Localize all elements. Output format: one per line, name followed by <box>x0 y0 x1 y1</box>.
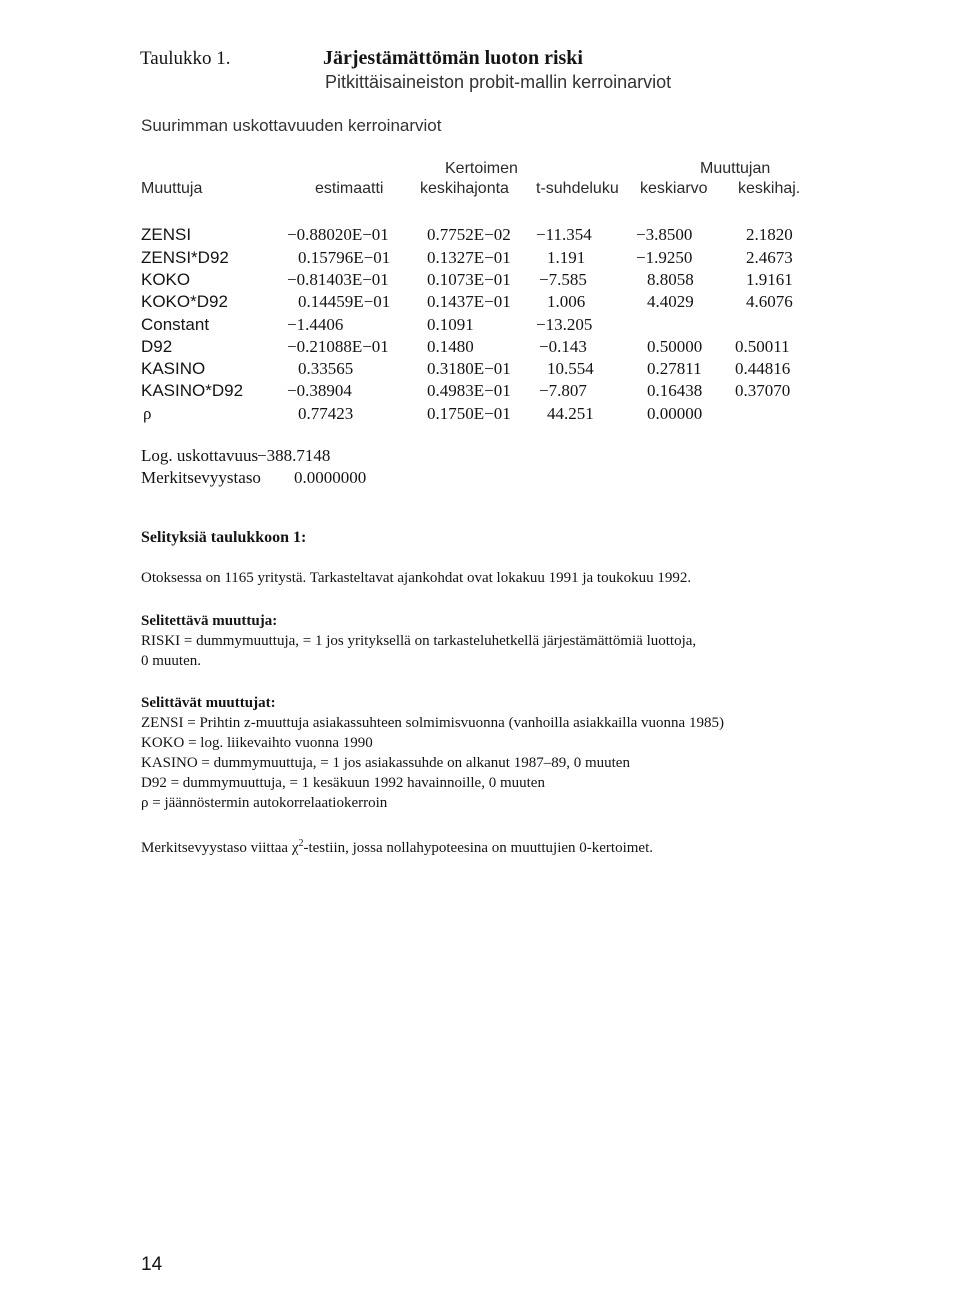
stddev-value: 0.1073E−01 <box>427 270 511 289</box>
col-header-variable: Muuttuja <box>141 180 203 197</box>
estimate-value: −0.21088E−01 <box>287 337 389 356</box>
mean-value: −1.9250 <box>636 248 693 267</box>
col-header-mean: keskiarvo <box>640 180 708 197</box>
page-number: 14 <box>141 1254 163 1275</box>
tstat-value: −13.205 <box>536 315 593 334</box>
mean-value: 8.8058 <box>647 270 694 289</box>
chi-symbol: χ <box>291 840 299 856</box>
sd-value: 2.1820 <box>746 225 793 244</box>
independent-variable-line: ZENSI = Prihtin z-muuttuja asiakassuhteen solmimisvuonna (vanhoilla asiakkailla vuonna 1985) <box>141 715 724 731</box>
tstat-value: 1.191 <box>547 248 586 267</box>
estimate-value: −1.4406 <box>287 315 344 334</box>
col-header-tstat: t-suhdeluku <box>536 180 619 197</box>
tstat-value: −7.807 <box>539 381 587 400</box>
sd-value: 0.44816 <box>735 359 791 378</box>
stddev-value: 0.1091 <box>427 315 474 334</box>
independent-variable-line: KOKO = log. liikevaihto vuonna 1990 <box>141 735 373 751</box>
col-header-sd: keskihaj. <box>738 180 801 197</box>
mean-value: 0.16438 <box>647 381 703 400</box>
estimate-value: 0.15796E−01 <box>298 248 391 267</box>
variable-name: KASINO*D92 <box>141 381 244 400</box>
estimate-value: −0.81403E−01 <box>287 270 389 289</box>
tstat-value: 1.006 <box>547 292 586 311</box>
variable-name: ZENSI <box>141 225 192 244</box>
sd-value: 2.4673 <box>746 248 793 267</box>
independent-variable-line: D92 = dummymuuttuja, = 1 kesäkuun 1992 havainnoille, 0 muuten <box>141 775 545 791</box>
estimate-value: −0.38904 <box>287 381 352 400</box>
significance-value: 0.0000000 <box>294 468 367 487</box>
dependent-variable-line: 0 muuten. <box>141 653 201 669</box>
mean-value: 0.27811 <box>647 359 702 378</box>
table-title: Järjestämättömän luoton riski <box>323 47 583 69</box>
tstat-value: 44.251 <box>547 404 594 423</box>
table-label: Taulukko 1. <box>140 48 231 69</box>
stddev-value: 0.7752E−02 <box>427 225 511 244</box>
independent-variables-heading: Selittävät muuttujat: <box>141 695 276 711</box>
variable-name: KASINO <box>141 359 206 378</box>
mean-value: 0.00000 <box>647 404 703 423</box>
variable-name: KOKO <box>141 270 191 289</box>
stddev-value: 0.1327E−01 <box>427 248 511 267</box>
sd-value: 0.50011 <box>735 337 790 356</box>
sd-value: 0.37070 <box>735 381 791 400</box>
stddev-value: 0.1480 <box>427 337 474 356</box>
estimate-value: 0.77423 <box>298 404 354 423</box>
variable-name: D92 <box>141 337 173 356</box>
variable-name: Constant <box>141 315 210 334</box>
log-likelihood-label: Log. uskottavuus <box>141 446 259 465</box>
variable-name: ρ <box>143 404 152 423</box>
log-likelihood-value: −388.7148 <box>257 446 331 465</box>
tstat-value: −0.143 <box>539 337 587 356</box>
mean-value: 0.50000 <box>647 337 703 356</box>
stddev-value: 0.1750E−01 <box>427 404 511 423</box>
sd-value: 1.9161 <box>746 270 793 289</box>
significance-label: Merkitsevyystaso <box>141 468 261 487</box>
tstat-value: 10.554 <box>547 359 594 378</box>
sd-value: 4.6076 <box>746 292 793 311</box>
group-header-coefficient: Kertoimen <box>445 160 518 177</box>
tstat-value: −7.585 <box>539 270 587 289</box>
section-title: Suurimman uskottavuuden kerroinarviot <box>141 116 442 135</box>
estimate-value: 0.14459E−01 <box>298 292 391 311</box>
estimate-value: 0.33565 <box>298 359 354 378</box>
chi-superscript: 2 <box>298 838 304 849</box>
sample-description: Otoksessa on 1165 yritystä. Tarkasteltavat ajankohdat ovat lokakuu 1991 ja toukokuu 1992. <box>141 570 692 586</box>
independent-variable-line: KASINO = dummymuuttuja, = 1 jos asiakassuhde on alkanut 1987–89, 0 muuten <box>141 755 630 771</box>
chi-note-prefix: Merkitsevyystaso viittaa <box>141 840 292 856</box>
stddev-value: 0.1437E−01 <box>427 292 511 311</box>
estimate-value: −0.88020E−01 <box>287 225 389 244</box>
dependent-variable-heading: Selitettävä muuttuja: <box>141 613 278 629</box>
mean-value: −3.8500 <box>636 225 693 244</box>
stddev-value: 0.4983E−01 <box>427 381 511 400</box>
col-header-estimate: estimaatti <box>315 180 384 197</box>
mean-value: 4.4029 <box>647 292 694 311</box>
col-header-stddev: keskihajonta <box>420 180 509 197</box>
tstat-value: −11.354 <box>536 225 592 244</box>
explanations-heading: Selityksiä taulukkoon 1: <box>141 529 307 546</box>
variable-name: ZENSI*D92 <box>141 248 229 267</box>
independent-variable-line: ρ = jäännöstermin autokorrelaatiokerroin <box>141 795 388 811</box>
chi-square-note <box>141 834 653 858</box>
variable-name: KOKO*D92 <box>141 292 228 311</box>
table-subtitle: Pitkittäisaineiston probit-mallin kerroinarviot <box>325 72 672 92</box>
group-header-variable: Muuttujan <box>700 160 771 177</box>
dependent-variable-line: RISKI = dummymuuttuja, = 1 jos yrityksellä on tarkasteluhetkellä järjestämättömiä luottoja, <box>141 633 697 649</box>
stddev-value: 0.3180E−01 <box>427 359 511 378</box>
chi-note-suffix: -testiin, jossa nollahypoteesina on muuttujien 0-kertoimet. <box>303 840 654 856</box>
